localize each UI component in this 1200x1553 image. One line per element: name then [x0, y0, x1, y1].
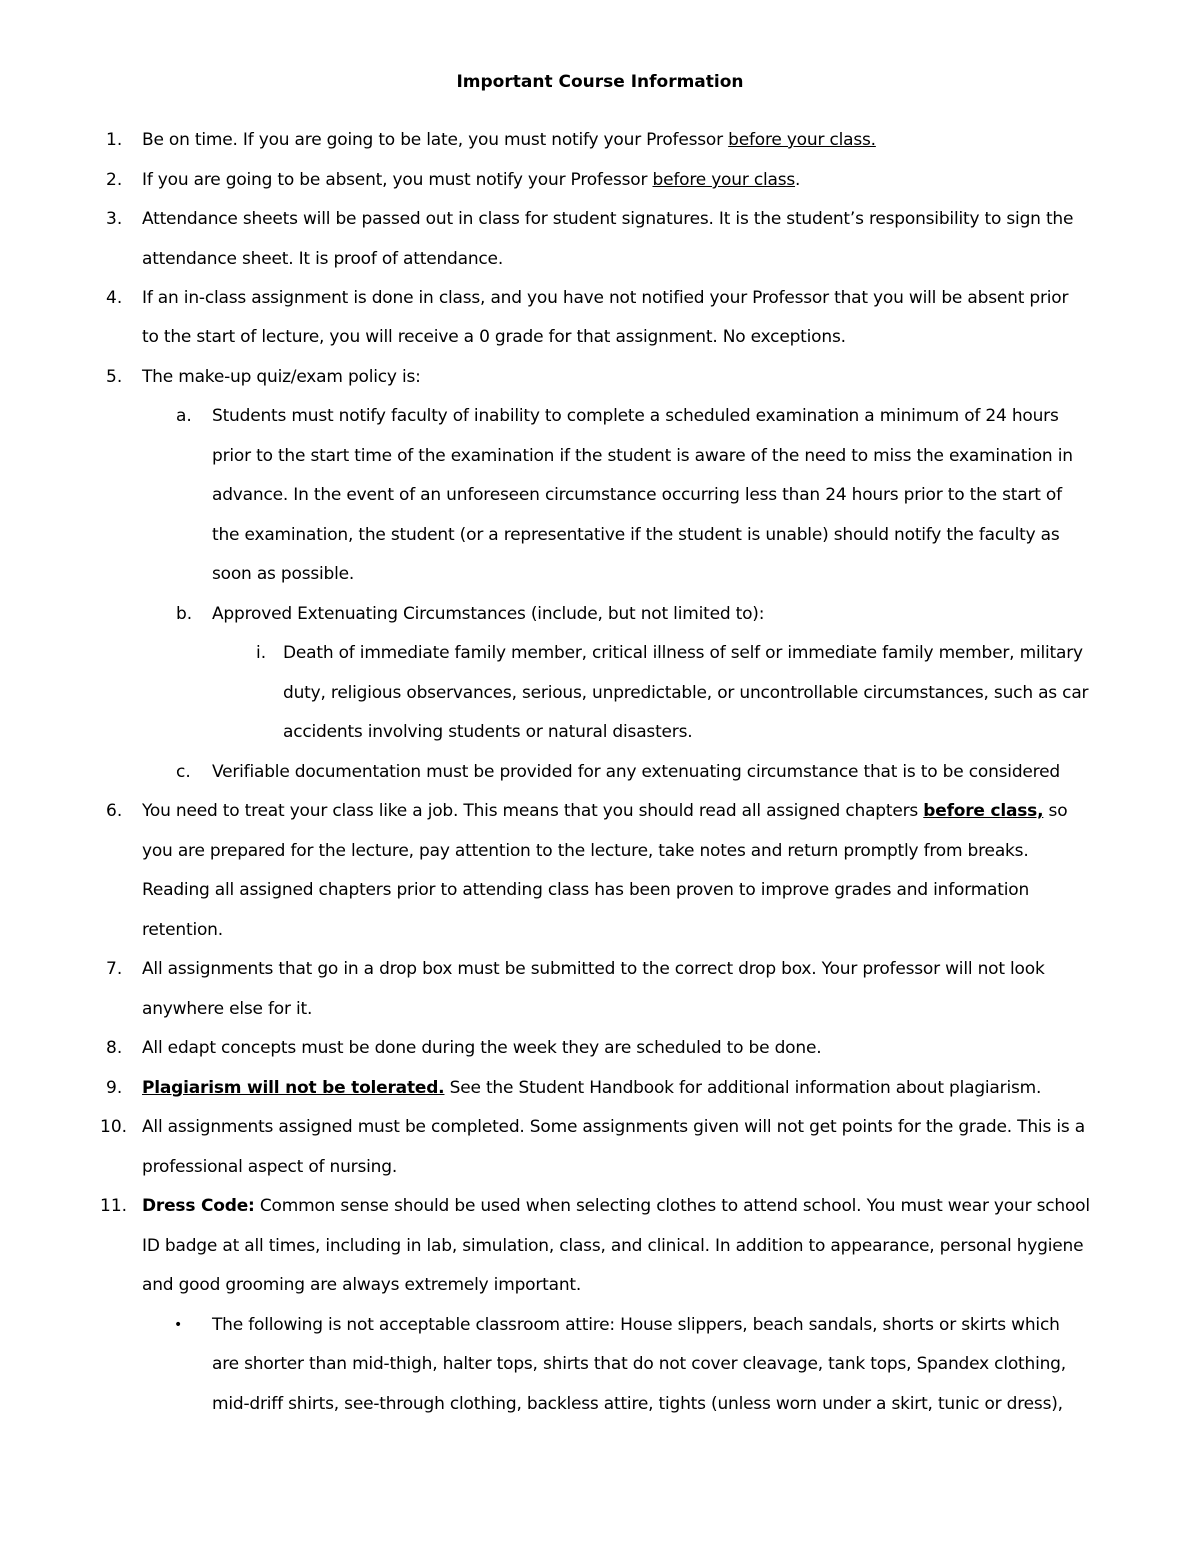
underlined-text: before your class — [652, 170, 796, 190]
item-number: 1. — [106, 130, 123, 150]
subitem-letter: a. — [176, 406, 192, 426]
item-11-line-2: ID badge at all times, including in lab, simulation, class, and clinical. In addition to appearance, personal hygiene — [142, 1236, 1084, 1256]
item-text: You need to treat your class like a job. This means that you should read all assigned chapters — [142, 801, 924, 821]
bullet-line-1: The following is not acceptable classroom attire: House slippers, beach sandals, shorts or skirts which — [212, 1315, 1060, 1335]
item-11-line-3: and good grooming are always extremely important. — [142, 1275, 582, 1295]
item-text: Common sense should be used when selecting clothes to attend school. You must wear your school — [254, 1196, 1090, 1216]
item-6-line-1 — [142, 799, 1067, 823]
bullet-icon: • — [174, 1317, 183, 1333]
subsubitem-numeral: i. — [256, 643, 267, 663]
item-7-line-2: anywhere else for it. — [142, 999, 313, 1019]
item-number: 8. — [106, 1038, 123, 1058]
subitem-letter: b. — [176, 604, 193, 624]
subitem-c-line-1: Verifiable documentation must be provided for any extenuating circumstance that is to be considered — [212, 762, 1060, 782]
subsubitem-i-line-1: Death of immediate family member, critical illness of self or immediate family member, military — [283, 643, 1083, 663]
subitem-a-line-2: prior to the start time of the examination if the student is aware of the need to miss the examination in — [212, 446, 1073, 466]
item-number: 2. — [106, 170, 123, 190]
item-3-line-2: attendance sheet. It is proof of attendance. — [142, 249, 504, 269]
bold-underlined-text: before class, — [923, 801, 1044, 821]
item-number: 5. — [106, 367, 123, 387]
item-3-line-1: Attendance sheets will be passed out in class for student signatures. It is the student’s responsibility to sign the — [142, 209, 1074, 229]
item-6-line-4: retention. — [142, 920, 223, 940]
item-6-line-2: you are prepared for the lecture, pay attention to the lecture, take notes and return promptly from breaks. — [142, 841, 1029, 861]
item-8-line-1: All edapt concepts must be done during the week they are scheduled to be done. — [142, 1038, 822, 1058]
item-2 — [142, 168, 800, 192]
item-5-line-1: The make-up quiz/exam policy is: — [142, 367, 421, 387]
item-number: 6. — [106, 801, 123, 821]
item-number: 4. — [106, 288, 123, 308]
subitem-b-line-1: Approved Extenuating Circumstances (include, but not limited to): — [212, 604, 765, 624]
item-text: See the Student Handbook for additional information about plagiarism. — [444, 1078, 1042, 1098]
bold-underlined-text: Plagiarism will not be tolerated. — [142, 1078, 445, 1098]
item-number: 7. — [106, 959, 123, 979]
item-text: If you are going to be absent, you must notify your Professor — [142, 170, 653, 190]
subsubitem-i-line-3: accidents involving students or natural disasters. — [283, 722, 693, 742]
item-number: 3. — [106, 209, 123, 229]
item-7-line-1: All assignments that go in a drop box must be submitted to the correct drop box. Your professor will not look — [142, 959, 1045, 979]
item-11-line-1 — [142, 1194, 1090, 1218]
bullet-line-2: are shorter than mid-thigh, halter tops, shirts that do not cover cleavage, tank tops, Spandex clothing, — [212, 1354, 1066, 1374]
bullet-line-3: mid-driff shirts, see-through clothing, backless attire, tights (unless worn under a skirt, tunic or dress), — [212, 1394, 1063, 1414]
subitem-letter: c. — [176, 762, 191, 782]
item-number: 11. — [100, 1196, 128, 1216]
subitem-a-line-3: advance. In the event of an unforeseen circumstance occurring less than 24 hours prior to the start of — [212, 485, 1062, 505]
subitem-a-line-1: Students must notify faculty of inability to complete a scheduled examination a minimum of 24 hours — [212, 406, 1059, 426]
page-title: Important Course Information — [456, 72, 744, 92]
item-text: so — [1043, 801, 1068, 821]
bold-label: Dress Code: — [142, 1196, 255, 1216]
item-10-line-2: professional aspect of nursing. — [142, 1157, 398, 1177]
item-10-line-1: All assignments assigned must be completed. Some assignments given will not get points for the grade. This is a — [142, 1117, 1085, 1137]
item-text: Be on time. If you are going to be late, you must notify your Professor — [142, 130, 729, 150]
item-text: . — [795, 170, 801, 190]
item-9-line-1 — [142, 1076, 1041, 1100]
item-number: 10. — [100, 1117, 128, 1137]
subitem-a-line-5: soon as possible. — [212, 564, 355, 584]
subsubitem-i-line-2: duty, religious observances, serious, unpredictable, or uncontrollable circumstances, such as car — [283, 683, 1089, 703]
item-number: 9. — [106, 1078, 123, 1098]
item-1 — [142, 128, 876, 152]
underlined-text: before your class. — [728, 130, 876, 150]
subitem-a-line-4: the examination, the student (or a representative if the student is unable) should notify the faculty as — [212, 525, 1060, 545]
item-4-line-1: If an in-class assignment is done in class, and you have not notified your Professor that you will be absent prior — [142, 288, 1069, 308]
item-4-line-2: to the start of lecture, you will receive a 0 grade for that assignment. No exceptions. — [142, 327, 846, 347]
item-6-line-3: Reading all assigned chapters prior to attending class has been proven to improve grades and information — [142, 880, 1030, 900]
